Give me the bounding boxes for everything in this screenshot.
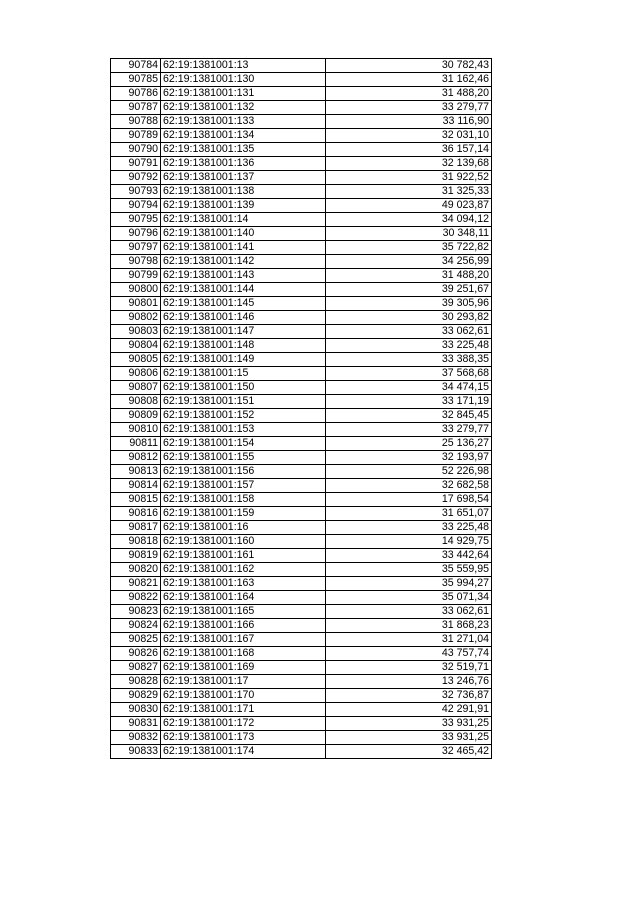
cadastral-value-cell: 31 922,52 xyxy=(326,171,492,185)
cadastral-number-cell: 62:19:1381001:145 xyxy=(161,297,326,311)
row-number-cell: 90831 xyxy=(111,717,161,731)
row-number-cell: 90795 xyxy=(111,213,161,227)
cadastral-value-cell: 35 722,82 xyxy=(326,241,492,255)
table-row xyxy=(111,689,492,703)
cadastral-value-cell: 33 279,77 xyxy=(326,423,492,437)
row-number-cell: 90828 xyxy=(111,675,161,689)
row-number-cell: 90825 xyxy=(111,633,161,647)
table-row xyxy=(111,465,492,479)
cadastral-number-cell: 62:19:1381001:171 xyxy=(161,703,326,717)
cadastral-number-cell: 62:19:1381001:148 xyxy=(161,339,326,353)
table-row xyxy=(111,619,492,633)
row-number-cell: 90800 xyxy=(111,283,161,297)
cadastral-value-cell: 32 465,42 xyxy=(326,745,492,759)
cadastral-value-cell: 13 246,76 xyxy=(326,675,492,689)
row-number-cell: 90804 xyxy=(111,339,161,353)
cadastral-number-cell: 62:19:1381001:136 xyxy=(161,157,326,171)
table-row xyxy=(111,325,492,339)
cadastral-value-cell: 33 388,35 xyxy=(326,353,492,367)
row-number-cell: 90796 xyxy=(111,227,161,241)
table-row xyxy=(111,647,492,661)
cadastral-number-cell: 62:19:1381001:147 xyxy=(161,325,326,339)
row-number-cell: 90817 xyxy=(111,521,161,535)
cadastral-number-cell: 62:19:1381001:174 xyxy=(161,745,326,759)
cadastral-value-cell: 33 931,25 xyxy=(326,717,492,731)
cadastral-value-cell: 33 931,25 xyxy=(326,731,492,745)
cadastral-number-cell: 62:19:1381001:15 xyxy=(161,367,326,381)
row-number-cell: 90815 xyxy=(111,493,161,507)
row-number-cell: 90786 xyxy=(111,87,161,101)
table-row xyxy=(111,409,492,423)
cadastral-number-cell: 62:19:1381001:163 xyxy=(161,577,326,591)
cadastral-number-cell: 62:19:1381001:159 xyxy=(161,507,326,521)
cadastral-value-table xyxy=(110,58,492,759)
cadastral-number-cell: 62:19:1381001:169 xyxy=(161,661,326,675)
cadastral-number-cell: 62:19:1381001:157 xyxy=(161,479,326,493)
cadastral-number-cell: 62:19:1381001:139 xyxy=(161,199,326,213)
row-number-cell: 90807 xyxy=(111,381,161,395)
cadastral-value-cell: 31 271,04 xyxy=(326,633,492,647)
row-number-cell: 90832 xyxy=(111,731,161,745)
cadastral-value-cell: 33 442,64 xyxy=(326,549,492,563)
table-row xyxy=(111,171,492,185)
cadastral-number-cell: 62:19:1381001:132 xyxy=(161,101,326,115)
cadastral-value-cell: 31 162,46 xyxy=(326,73,492,87)
cadastral-value-cell: 30 293,82 xyxy=(326,311,492,325)
table-row xyxy=(111,101,492,115)
table-row xyxy=(111,395,492,409)
cadastral-value-cell: 32 139,68 xyxy=(326,157,492,171)
table-row xyxy=(111,563,492,577)
cadastral-value-cell: 35 559,95 xyxy=(326,563,492,577)
cadastral-number-cell: 62:19:1381001:152 xyxy=(161,409,326,423)
cadastral-number-cell: 62:19:1381001:133 xyxy=(161,115,326,129)
table-row xyxy=(111,633,492,647)
table-row xyxy=(111,129,492,143)
table-row xyxy=(111,157,492,171)
row-number-cell: 90790 xyxy=(111,143,161,157)
row-number-cell: 90785 xyxy=(111,73,161,87)
cadastral-value-cell: 25 136,27 xyxy=(326,437,492,451)
cadastral-value-cell: 43 757,74 xyxy=(326,647,492,661)
cadastral-number-cell: 62:19:1381001:130 xyxy=(161,73,326,87)
cadastral-number-cell: 62:19:1381001:149 xyxy=(161,353,326,367)
cadastral-value-cell: 39 305,96 xyxy=(326,297,492,311)
cadastral-value-cell: 42 291,91 xyxy=(326,703,492,717)
cadastral-number-cell: 62:19:1381001:170 xyxy=(161,689,326,703)
row-number-cell: 90827 xyxy=(111,661,161,675)
cadastral-value-cell: 33 225,48 xyxy=(326,339,492,353)
cadastral-value-cell: 32 031,10 xyxy=(326,129,492,143)
cadastral-number-cell: 62:19:1381001:141 xyxy=(161,241,326,255)
cadastral-number-cell: 62:19:1381001:146 xyxy=(161,311,326,325)
row-number-cell: 90824 xyxy=(111,619,161,633)
cadastral-value-cell: 30 348,11 xyxy=(326,227,492,241)
row-number-cell: 90808 xyxy=(111,395,161,409)
cadastral-value-cell: 32 193,97 xyxy=(326,451,492,465)
cadastral-value-cell: 31 488,20 xyxy=(326,87,492,101)
table-row xyxy=(111,535,492,549)
table-row xyxy=(111,199,492,213)
table-row xyxy=(111,703,492,717)
cadastral-value-cell: 32 519,71 xyxy=(326,661,492,675)
row-number-cell: 90810 xyxy=(111,423,161,437)
table-row xyxy=(111,521,492,535)
cadastral-number-cell: 62:19:1381001:144 xyxy=(161,283,326,297)
row-number-cell: 90816 xyxy=(111,507,161,521)
table-row xyxy=(111,549,492,563)
cadastral-value-cell: 34 094,12 xyxy=(326,213,492,227)
table-row xyxy=(111,591,492,605)
cadastral-number-cell: 62:19:1381001:160 xyxy=(161,535,326,549)
cadastral-value-cell: 49 023,87 xyxy=(326,199,492,213)
table-row xyxy=(111,185,492,199)
table-row xyxy=(111,283,492,297)
row-number-cell: 90787 xyxy=(111,101,161,115)
row-number-cell: 90821 xyxy=(111,577,161,591)
cadastral-value-cell: 33 062,61 xyxy=(326,605,492,619)
cadastral-number-cell: 62:19:1381001:143 xyxy=(161,269,326,283)
table-row xyxy=(111,143,492,157)
cadastral-number-cell: 62:19:1381001:166 xyxy=(161,619,326,633)
cadastral-value-cell: 36 157,14 xyxy=(326,143,492,157)
table-row xyxy=(111,675,492,689)
row-number-cell: 90811 xyxy=(111,437,161,451)
row-number-cell: 90826 xyxy=(111,647,161,661)
cadastral-number-cell: 62:19:1381001:134 xyxy=(161,129,326,143)
row-number-cell: 90789 xyxy=(111,129,161,143)
row-number-cell: 90802 xyxy=(111,311,161,325)
cadastral-number-cell: 62:19:1381001:173 xyxy=(161,731,326,745)
row-number-cell: 90799 xyxy=(111,269,161,283)
cadastral-number-cell: 62:19:1381001:168 xyxy=(161,647,326,661)
cadastral-value-cell: 52 226,98 xyxy=(326,465,492,479)
cadastral-number-cell: 62:19:1381001:165 xyxy=(161,605,326,619)
row-number-cell: 90792 xyxy=(111,171,161,185)
row-number-cell: 90805 xyxy=(111,353,161,367)
table-row xyxy=(111,437,492,451)
table-row xyxy=(111,213,492,227)
cadastral-number-cell: 62:19:1381001:164 xyxy=(161,591,326,605)
row-number-cell: 90819 xyxy=(111,549,161,563)
row-number-cell: 90823 xyxy=(111,605,161,619)
table-row xyxy=(111,87,492,101)
cadastral-value-cell: 37 568,68 xyxy=(326,367,492,381)
table-row xyxy=(111,731,492,745)
cadastral-number-cell: 62:19:1381001:142 xyxy=(161,255,326,269)
row-number-cell: 90788 xyxy=(111,115,161,129)
row-number-cell: 90809 xyxy=(111,409,161,423)
table-body xyxy=(111,59,492,759)
row-number-cell: 90830 xyxy=(111,703,161,717)
cadastral-number-cell: 62:19:1381001:16 xyxy=(161,521,326,535)
cadastral-number-cell: 62:19:1381001:162 xyxy=(161,563,326,577)
cadastral-value-cell: 35 071,34 xyxy=(326,591,492,605)
cadastral-number-cell: 62:19:1381001:150 xyxy=(161,381,326,395)
row-number-cell: 90784 xyxy=(111,59,161,73)
cadastral-number-cell: 62:19:1381001:131 xyxy=(161,87,326,101)
cadastral-value-cell: 32 736,87 xyxy=(326,689,492,703)
table-row xyxy=(111,423,492,437)
row-number-cell: 90803 xyxy=(111,325,161,339)
table-row xyxy=(111,255,492,269)
cadastral-value-cell: 32 845,45 xyxy=(326,409,492,423)
cadastral-value-cell: 31 325,33 xyxy=(326,185,492,199)
cadastral-number-cell: 62:19:1381001:172 xyxy=(161,717,326,731)
table-row xyxy=(111,367,492,381)
table-row xyxy=(111,73,492,87)
cadastral-value-cell: 31 651,07 xyxy=(326,507,492,521)
row-number-cell: 90794 xyxy=(111,199,161,213)
cadastral-value-cell: 39 251,67 xyxy=(326,283,492,297)
cadastral-value-cell: 33 279,77 xyxy=(326,101,492,115)
cadastral-number-cell: 62:19:1381001:14 xyxy=(161,213,326,227)
row-number-cell: 90822 xyxy=(111,591,161,605)
cadastral-number-cell: 62:19:1381001:158 xyxy=(161,493,326,507)
table-row xyxy=(111,493,492,507)
row-number-cell: 90798 xyxy=(111,255,161,269)
cadastral-number-cell: 62:19:1381001:155 xyxy=(161,451,326,465)
table-row xyxy=(111,507,492,521)
cadastral-number-cell: 62:19:1381001:153 xyxy=(161,423,326,437)
table-row xyxy=(111,241,492,255)
row-number-cell: 90812 xyxy=(111,451,161,465)
cadastral-number-cell: 62:19:1381001:140 xyxy=(161,227,326,241)
cadastral-value-cell: 14 929,75 xyxy=(326,535,492,549)
cadastral-value-cell: 34 474,15 xyxy=(326,381,492,395)
table-row xyxy=(111,661,492,675)
cadastral-value-cell: 17 698,54 xyxy=(326,493,492,507)
row-number-cell: 90793 xyxy=(111,185,161,199)
table-row xyxy=(111,297,492,311)
row-number-cell: 90818 xyxy=(111,535,161,549)
cadastral-number-cell: 62:19:1381001:154 xyxy=(161,437,326,451)
cadastral-number-cell: 62:19:1381001:135 xyxy=(161,143,326,157)
table-row xyxy=(111,353,492,367)
table-row xyxy=(111,311,492,325)
table-row xyxy=(111,227,492,241)
table-row xyxy=(111,577,492,591)
cadastral-number-cell: 62:19:1381001:13 xyxy=(161,59,326,73)
table-row xyxy=(111,605,492,619)
table-row xyxy=(111,451,492,465)
table-row xyxy=(111,745,492,759)
row-number-cell: 90801 xyxy=(111,297,161,311)
cadastral-number-cell: 62:19:1381001:138 xyxy=(161,185,326,199)
cadastral-value-cell: 33 116,90 xyxy=(326,115,492,129)
row-number-cell: 90797 xyxy=(111,241,161,255)
row-number-cell: 90820 xyxy=(111,563,161,577)
cadastral-value-cell: 34 256,99 xyxy=(326,255,492,269)
cadastral-number-cell: 62:19:1381001:137 xyxy=(161,171,326,185)
cadastral-number-cell: 62:19:1381001:156 xyxy=(161,465,326,479)
table-row xyxy=(111,479,492,493)
cadastral-value-cell: 31 488,20 xyxy=(326,269,492,283)
row-number-cell: 90791 xyxy=(111,157,161,171)
cadastral-value-cell: 35 994,27 xyxy=(326,577,492,591)
cadastral-number-cell: 62:19:1381001:17 xyxy=(161,675,326,689)
cadastral-number-cell: 62:19:1381001:167 xyxy=(161,633,326,647)
cadastral-value-cell: 32 682,58 xyxy=(326,479,492,493)
row-number-cell: 90829 xyxy=(111,689,161,703)
table-row xyxy=(111,339,492,353)
row-number-cell: 90814 xyxy=(111,479,161,493)
row-number-cell: 90813 xyxy=(111,465,161,479)
cadastral-value-cell: 33 062,61 xyxy=(326,325,492,339)
table-row xyxy=(111,269,492,283)
cadastral-value-cell: 33 225,48 xyxy=(326,521,492,535)
row-number-cell: 90806 xyxy=(111,367,161,381)
cadastral-number-cell: 62:19:1381001:161 xyxy=(161,549,326,563)
table-row xyxy=(111,381,492,395)
cadastral-value-cell: 33 171,19 xyxy=(326,395,492,409)
table-row xyxy=(111,717,492,731)
table-row xyxy=(111,59,492,73)
cadastral-number-cell: 62:19:1381001:151 xyxy=(161,395,326,409)
cadastral-value-cell: 30 782,43 xyxy=(326,59,492,73)
row-number-cell: 90833 xyxy=(111,745,161,759)
table-row xyxy=(111,115,492,129)
cadastral-value-cell: 31 868,23 xyxy=(326,619,492,633)
